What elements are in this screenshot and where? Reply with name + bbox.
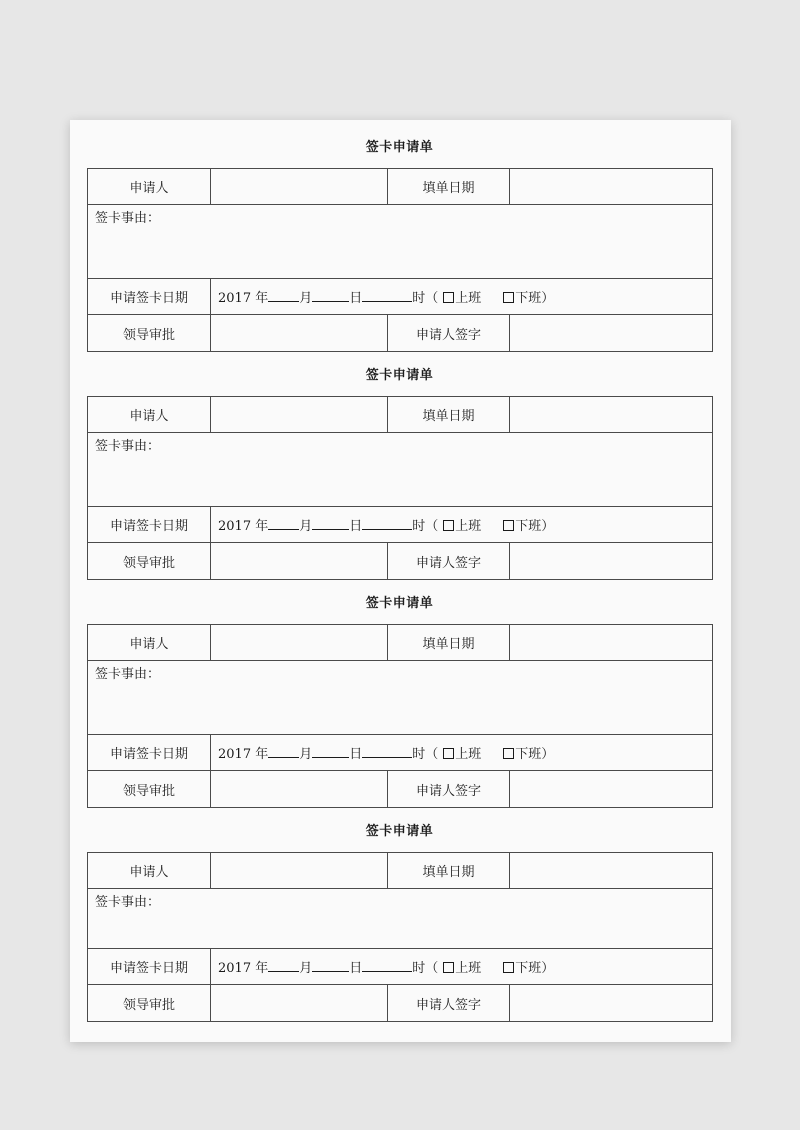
applicant-label: 申请人: [88, 397, 211, 433]
form-table: [87, 168, 713, 352]
apply-date-field[interactable]: [211, 507, 713, 543]
on-duty-label: 上班: [455, 961, 482, 976]
month-blank[interactable]: [268, 745, 299, 758]
reason-field[interactable]: [88, 889, 713, 949]
applicant-label: 申请人: [88, 853, 211, 889]
day-text: 日: [349, 291, 363, 306]
sign-card-form-2: [87, 368, 712, 580]
leader-approval-label: 领导审批: [88, 985, 211, 1022]
off-duty-label: 下班）: [515, 747, 555, 762]
applicant-sign-label: 申请人签字: [388, 771, 510, 808]
sign-card-form-4: [87, 824, 712, 1022]
day-text: 日: [349, 747, 363, 762]
on-duty-checkbox[interactable]: [443, 292, 454, 303]
applicant-sign-label: 申请人签字: [388, 543, 510, 580]
month-blank[interactable]: [268, 959, 299, 972]
fill-date-field[interactable]: [510, 853, 713, 889]
day-blank[interactable]: [312, 517, 349, 530]
month-text: 月: [299, 519, 313, 534]
sign-card-form-3: [87, 596, 712, 808]
applicant-sign-field[interactable]: [510, 543, 713, 580]
reason-field[interactable]: [88, 433, 713, 507]
apply-date-field[interactable]: [211, 735, 713, 771]
off-duty-label: 下班）: [515, 519, 555, 534]
on-duty-checkbox[interactable]: [443, 962, 454, 973]
applicant-field[interactable]: [211, 853, 388, 889]
reason-label: 签卡事由：: [95, 211, 161, 226]
hour-blank[interactable]: [362, 959, 412, 972]
fill-date-field[interactable]: [510, 397, 713, 433]
hour-text: 时（: [412, 519, 439, 534]
form-title: 签卡申请单: [365, 368, 434, 383]
on-duty-label: 上班: [455, 291, 482, 306]
sign-card-form-1: [87, 140, 712, 352]
apply-date-field[interactable]: [211, 279, 713, 315]
applicant-field[interactable]: [211, 625, 388, 661]
fill-date-label: 填单日期: [388, 853, 510, 889]
on-duty-checkbox[interactable]: [443, 748, 454, 759]
month-text: 月: [299, 961, 313, 976]
form-title: 签卡申请单: [365, 824, 434, 839]
month-blank[interactable]: [268, 289, 299, 302]
applicant-field[interactable]: [211, 169, 388, 205]
hour-blank[interactable]: [362, 517, 412, 530]
off-duty-checkbox[interactable]: [503, 962, 514, 973]
leader-approval-field[interactable]: [211, 543, 388, 580]
off-duty-label: 下班）: [515, 291, 555, 306]
month-text: 月: [299, 747, 313, 762]
apply-date-label: 申请签卡日期: [88, 949, 211, 985]
apply-date-label: 申请签卡日期: [88, 507, 211, 543]
hour-text: 时（: [412, 747, 439, 762]
reason-label: 签卡事由：: [95, 439, 161, 454]
fill-date-label: 填单日期: [388, 397, 510, 433]
applicant-label: 申请人: [88, 169, 211, 205]
applicant-field[interactable]: [211, 397, 388, 433]
month-text: 月: [299, 291, 313, 306]
day-text: 日: [349, 961, 363, 976]
applicant-sign-field[interactable]: [510, 771, 713, 808]
off-duty-checkbox[interactable]: [503, 292, 514, 303]
applicant-sign-field[interactable]: [510, 315, 713, 352]
leader-approval-field[interactable]: [211, 315, 388, 352]
form-table: [87, 396, 713, 580]
leader-approval-field[interactable]: [211, 771, 388, 808]
leader-approval-field[interactable]: [211, 985, 388, 1022]
day-blank[interactable]: [312, 959, 349, 972]
year-text: 2017 年: [218, 291, 269, 306]
leader-approval-label: 领导审批: [88, 543, 211, 580]
fill-date-field[interactable]: [510, 169, 713, 205]
applicant-sign-field[interactable]: [510, 985, 713, 1022]
on-duty-label: 上班: [455, 747, 482, 762]
form-title: 签卡申请单: [365, 140, 434, 155]
day-text: 日: [349, 519, 363, 534]
applicant-label: 申请人: [88, 625, 211, 661]
fill-date-field[interactable]: [510, 625, 713, 661]
apply-date-label: 申请签卡日期: [88, 735, 211, 771]
reason-label: 签卡事由：: [95, 895, 161, 910]
off-duty-checkbox[interactable]: [503, 748, 514, 759]
reason-field[interactable]: [88, 205, 713, 279]
reason-field[interactable]: [88, 661, 713, 735]
leader-approval-label: 领导审批: [88, 315, 211, 352]
year-text: 2017 年: [218, 747, 269, 762]
form-table: [87, 852, 713, 1022]
year-text: 2017 年: [218, 961, 269, 976]
apply-date-label: 申请签卡日期: [88, 279, 211, 315]
off-duty-label: 下班）: [515, 961, 555, 976]
day-blank[interactable]: [312, 289, 349, 302]
applicant-sign-label: 申请人签字: [388, 315, 510, 352]
hour-text: 时（: [412, 961, 439, 976]
form-title: 签卡申请单: [365, 596, 434, 611]
on-duty-checkbox[interactable]: [443, 520, 454, 531]
hour-blank[interactable]: [362, 745, 412, 758]
hour-blank[interactable]: [362, 289, 412, 302]
year-text: 2017 年: [218, 519, 269, 534]
off-duty-checkbox[interactable]: [503, 520, 514, 531]
fill-date-label: 填单日期: [388, 169, 510, 205]
reason-label: 签卡事由：: [95, 667, 161, 682]
apply-date-field[interactable]: [211, 949, 713, 985]
leader-approval-label: 领导审批: [88, 771, 211, 808]
form-table: [87, 624, 713, 808]
on-duty-label: 上班: [455, 519, 482, 534]
day-blank[interactable]: [312, 745, 349, 758]
fill-date-label: 填单日期: [388, 625, 510, 661]
applicant-sign-label: 申请人签字: [388, 985, 510, 1022]
month-blank[interactable]: [268, 517, 299, 530]
hour-text: 时（: [412, 291, 439, 306]
paper-sheet: [70, 120, 731, 1042]
